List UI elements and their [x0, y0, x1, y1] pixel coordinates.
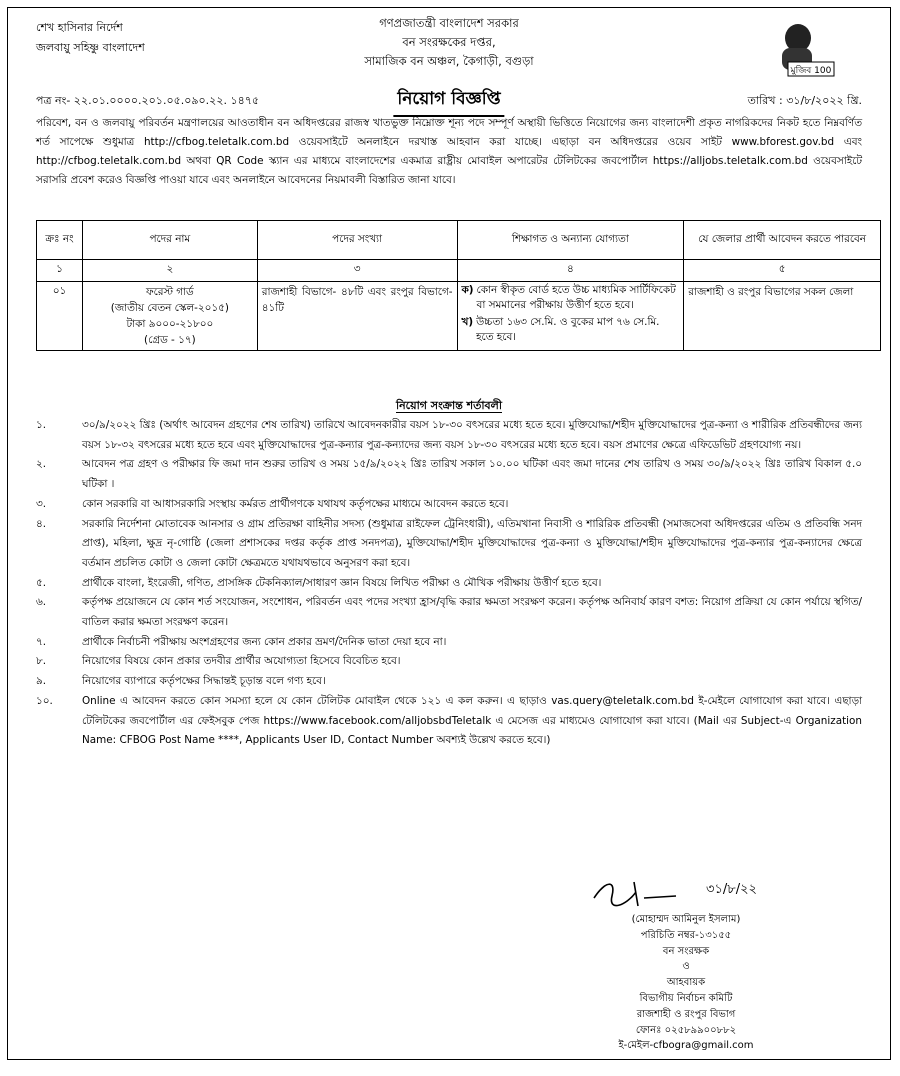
term-number: ১.	[36, 419, 47, 431]
term-text: নিয়োগের বিষয়ে কোন প্রকার তদবীর প্রার্থীর অযোগ্যতা হিসেবে বিবেচিত হবে।	[82, 655, 401, 668]
col-post: পদের নাম	[82, 221, 257, 260]
num-4: ৪	[457, 260, 684, 282]
qualification-a-key: ক)	[461, 284, 474, 296]
col-count: পদের সংখ্যা	[257, 221, 457, 260]
col-qualification: শিক্ষাগত ও অন্যান্য যোগ্যতা	[457, 221, 684, 260]
signer-email: ই-মেইল-cfbogra@gmail.com	[618, 1040, 754, 1052]
qualification-a	[462, 283, 680, 313]
signature-block	[556, 876, 816, 1054]
header-office-address: সামাজিক বন অঞ্চল, কৈগাড়ী, বগুড়া	[364, 54, 534, 68]
terms-title-text: নিয়োগ সংক্রান্ত শর্তাবলী	[395, 399, 503, 412]
signer-role: আহবায়ক	[666, 977, 706, 989]
memo-number: পত্র নং- ২২.০১.০০০০.২০১.০৫.০৯০.২২. ১৪৭৫	[36, 94, 260, 107]
post-grade: (গ্রেড - ১৭)	[144, 334, 196, 346]
signer-division: রাজশাহী ও রংপুর বিভাগ	[636, 1008, 736, 1020]
term-text: প্রার্থীকে বাংলা, ইংরেজী, গণিত, প্রাসঙ্গিক টেকনিক্যাল/সাধারণ জ্ঞান বিষয়ে লিখিত পরীক্ষা ও মৌখিক পরীক্ষায় উত্তীর্ণ হতে হবে।	[82, 576, 602, 589]
header-office	[8, 14, 890, 71]
num-5: ৫	[684, 260, 881, 282]
term-number: ৭.	[36, 635, 47, 648]
qualification-b-key: খ)	[461, 316, 474, 328]
meta-row	[36, 88, 862, 110]
notice-date: তারিখ : ৩১/৮/২০২২ খ্রি.	[747, 94, 862, 107]
list-item	[36, 593, 862, 632]
qualification-b-text: উচ্চতা ১৬৩ সে.মি. ও বুকের মাপ ৭৬ সে.মি. হতে হবে।	[476, 316, 660, 343]
signature-mark	[556, 876, 816, 912]
header-office-name: বন সংরক্ষকের দপ্তর,	[402, 35, 496, 49]
list-item	[36, 574, 862, 594]
post-name: ফরেস্ট গার্ড	[146, 286, 194, 298]
qualification-a-text: কোন স্বীকৃত বোর্ড হতে উচ্চ মাধ্যমিক সার্টিফিকেট বা সমমানের পরীক্ষায় উত্তীর্ণ হতে হবে।	[476, 284, 676, 311]
term-number: ৬.	[36, 596, 47, 609]
table-number-row	[37, 260, 881, 282]
list-item	[36, 672, 862, 692]
term-text: সরকারি নির্দেশনা মোতাবেক আনসার ও গ্রাম প্রতিরক্ষা বাহিনীর সদস্য (শুধুমাত্র রাইফেল ট্রেনিংধারী), এতিমখানা নিবাসী ও শারিরিক প্রতিবন্ধী (সমাজসেবা অধিদপ্তরের এতিম ও প্রতিবন্ধি সনদ প্রাপ্ত), মহিলা, ক্ষুদ্র নৃ-গোষ্ঠি (জেলা প্রশাসকের দপ্তর কর্তৃক প্রাপ্ত সনদপত্র), মুক্তিযোদ্ধা/শহীদ মুক্তিযোদ্ধাদের পুত্র-কন্যা ও মুক্তিযোদ্ধা/শহীদ মুক্তিযোদ্ধাদের পুত্র-কন্যার পুত্র-কন্যাদের ক্ষেত্রে বর্তমান প্রচলিত কোটা ও জেলা কোটা ক্ষেত্রমতে যথাযথভাবে অনুসরণ করা হবে।	[82, 517, 862, 569]
term-text: প্রার্থীকে নির্বাচনী পরীক্ষায় অংশগ্রহণের জন্য কোন প্রকার ভ্রমণ/দৈনিক ভাতা দেয়া হবে না।	[82, 635, 447, 648]
list-item	[36, 416, 862, 455]
list-item	[36, 633, 862, 653]
term-number: ৫.	[36, 576, 47, 589]
list-item	[36, 692, 862, 751]
term-text: ৩০/৯/২০২২ খ্রিঃ (অর্থাৎ আবেদন গ্রহণের শেষ তারিখ) তারিখে আবেদনকারীর বয়স ১৮-৩০ বৎসরের মধ্যে হতে হবে। মুক্তিযোদ্ধা/শহীদ মুক্তিযোদ্ধাদের পুত্র-কন্যা ও শারীরিক প্রতিবন্ধীদের জন্য বয়স ১৮-৩২ বৎসরের মধ্যে হতে হবে এবং মুক্তিযোদ্ধাদের পুত্র-কন্যার পুত্র-কন্যাদের জন্য বয়স ১৮-৩০ বৎসরের মধ্যে হতে হবে। বয়স প্রমাণের ক্ষেত্রে এফিডেভিট গ্রহণযোগ্য নয়।	[82, 419, 862, 451]
term-text: কর্তৃপক্ষ প্রয়োজনে যে কোন শর্ত সংযোজন, সংশোধন, পরিবর্তন এবং পদের সংখ্যা হ্রাস/বৃদ্ধি করার ক্ষমতা সংরক্ষণ করেন। কর্তৃপক্ষ অনিবার্য কারণ বশত: নিয়োগ প্রক্রিয়া যে কোন পর্যায়ে স্থগিত/বাতিল করার ক্ষমতা সংরক্ষণ করেন।	[82, 596, 862, 629]
row-districts: রাজশাহী ও রংপুর বিভাগের সকল জেলা	[684, 282, 881, 351]
row-post	[82, 282, 257, 351]
row-qualifications	[457, 282, 684, 351]
signer-id: পরিচিতি নম্বর-১৩১৫৫	[640, 929, 732, 941]
num-1: ১	[37, 260, 83, 282]
term-text: Online এ আবেদন করতে কোন সমস্যা হলে যে কোন টেলিটক মোবাইল থেকে ১২১ এ কল করুন। এ ছাড়াও vas.query@teletalk.com.bd ই-মেইলে যোগাযোগ করা যাবে। এছাড়া টেলিটকের জবপোর্টাল এর ফেইসবুক পেজ https://www.facebook.com/alljobsbdTeletalk এ মেসেজ এর মাধ্যমেও যোগাযোগ করা যাবে। (Mail এর Subject-এ Organization Name: CFBOG Post Name ****, Applicants User ID, Contact Number অবশ্যই উল্লেখ করতে হবে।)	[82, 694, 862, 747]
row-count: রাজশাহী বিভাগে- ৪৮টি এবং রংপুর বিভাগে- ৪১টি	[257, 282, 457, 351]
mujib-100-logo-icon	[774, 20, 844, 84]
handwritten-signature-icon	[586, 876, 706, 910]
header-govt: গণপ্রজাতন্ত্রী বাংলাদেশ সরকার	[379, 16, 519, 30]
post-salary: টাকা ৯০০০-২১৮০০	[126, 318, 214, 330]
signer-name: (মোহাম্মদ আমিনুল ইসলাম)	[631, 914, 741, 925]
header-slogan-2: জলবায়ু সহিষ্ণু বাংলাদেশ	[36, 41, 145, 54]
post-scale: (জাতীয় বেতন স্কেল-২০১৫)	[110, 302, 229, 314]
list-item	[36, 455, 862, 494]
terms-title	[8, 397, 890, 416]
col-serial: ক্রঃ নং	[37, 221, 83, 260]
table-row	[37, 282, 881, 351]
num-2: ২	[82, 260, 257, 282]
term-text: আবেদন পত্র গ্রহণ ও পরীক্ষার ফি জমা দান শুরুর তারিখ ও সময় ১৫/৯/২০২২ খ্রিঃ তারিখ সকাল ১০.০০ ঘটিকা এবং জমা দানের শেষ তারিখ ও সময় ৩০/৯/২০২২ খ্রিঃ তারিখ বিকাল ৫.০ ঘটিকা ।	[82, 458, 862, 491]
notice-page	[7, 7, 891, 1060]
term-number: ৩.	[36, 497, 47, 510]
term-number: ৯.	[36, 675, 47, 688]
list-item	[36, 515, 862, 574]
intro-paragraph: পরিবেশ, বন ও জলবায়ু পরিবর্তন মন্ত্রণালয়ের আওতাধীন বন অধিদপ্তরের রাজস্ব খাতভুক্ত নিম্নোক্ত শূন্য পদে সম্পূর্ণ অস্থায়ী ভিত্তিতে নিয়োগের জন্য বাংলাদেশী প্রকৃত নাগরিকদের নিকট হতে নিম্নবর্ণিত শর্ত সাপেক্ষে শুধুমাত্র http://cfbog.teletalk.com.bd ওয়েবসাইটে অনলাইনে দরখাস্ত আহবান করা যাচ্ছে। এছাড়া বন অধিদপ্তরের ওয়েব সাইট www.bforest.gov.bd এবং http://cfbog.teletalk.com.bd অথবা QR Code স্ক্যান এর মাধ্যমে বাংলাদেশের একমাত্র রাষ্ট্রীয় মোবাইল অপারেটর টেলিটকের জবপোর্টাল https://alljobs.teletalk.com.bd ওয়েবসাইটে সরাসরি প্রবেশ করেও বিজ্ঞপ্তি পাওয়া যাবে এবং অনলাইনে আবেদনের নিয়মাবলী বিস্তারিত জানা যাবে।	[36, 117, 862, 186]
term-number: ১০.	[36, 694, 53, 707]
table-header-row	[37, 221, 881, 260]
terms-list	[36, 416, 862, 751]
signer-designation: বন সংরক্ষক	[662, 945, 710, 957]
term-number: ৮.	[36, 655, 47, 668]
row-serial: ০১	[37, 282, 83, 351]
term-text: নিয়োগের ব্যাপারে কর্তৃপক্ষের সিদ্ধান্তই চূড়ান্ত বলে গণ্য হবে।	[82, 675, 326, 688]
vacancy-table	[36, 220, 881, 351]
header-slogan-1: শেখ হাসিনার নির্দেশ	[36, 21, 123, 34]
term-number: ৪.	[36, 517, 47, 530]
list-item	[36, 495, 862, 515]
signer-phone: ফোনঃ ০২৫৮৯৯০০৮৮২	[635, 1024, 737, 1036]
qualification-b	[462, 315, 680, 345]
col-districts: যে জেলার প্রার্থী আবেদন করতে পারবেন	[684, 221, 881, 260]
term-text: কোন সরকারি বা আধাসরকারি সংস্থায় কর্মরত প্রার্থীগণকে যথাযথ কর্তৃপক্ষের মাধ্যমে আবেদন করতে হবে।	[82, 497, 509, 510]
signer-and: ও	[682, 961, 690, 973]
signature-date: ৩১/৮/২২	[706, 882, 757, 897]
list-item	[36, 652, 862, 672]
term-number: ২.	[36, 458, 47, 471]
num-3: ৩	[257, 260, 457, 282]
logo-text: মুজিব 100	[790, 66, 832, 76]
notice-title: নিয়োগ বিজ্ঞপ্তি	[393, 86, 504, 117]
signer-committee: বিভাগীয় নির্বাচন কমিটি	[639, 992, 733, 1004]
